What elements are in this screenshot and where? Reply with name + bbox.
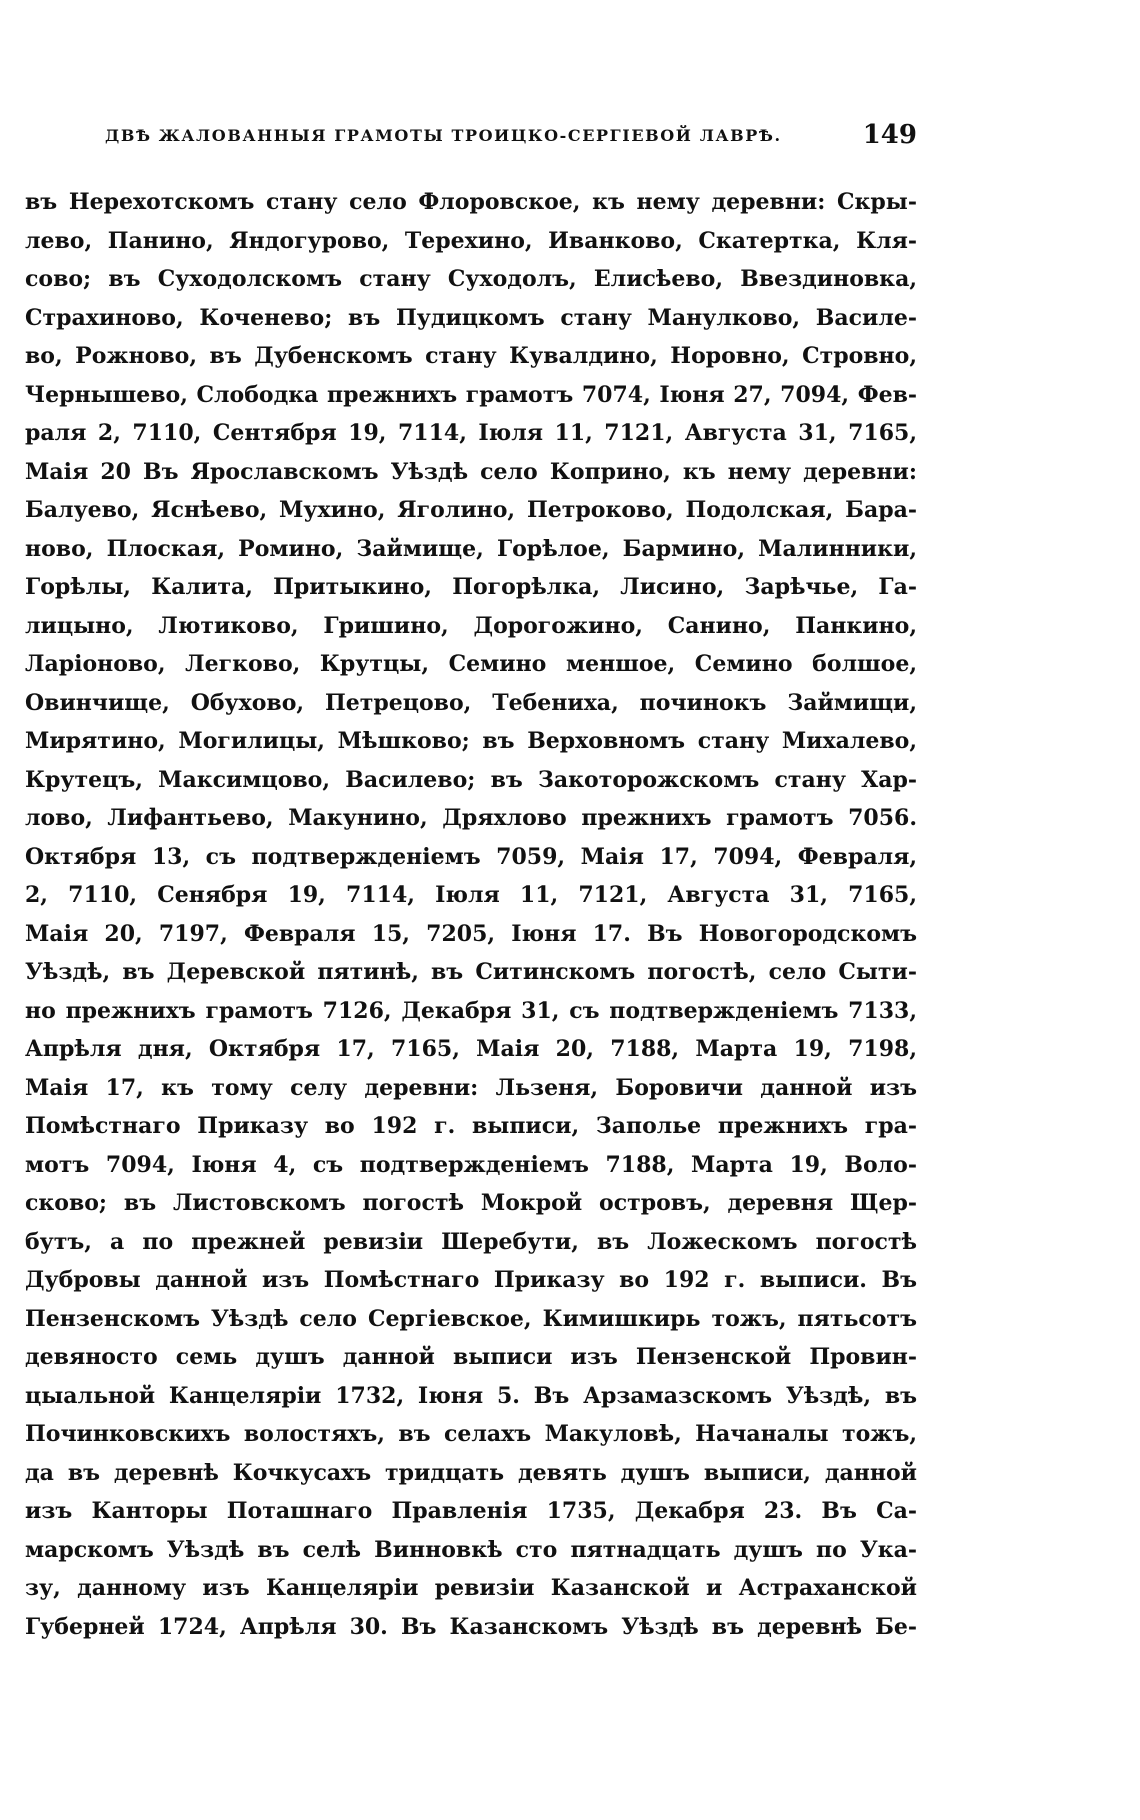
text-line: изъ Канторы Поташнаго Правленія 1735, Декабря 23. Въ Са- xyxy=(25,1498,917,1524)
text-line: Помѣстнаго Приказу во 192 г. выписи, Заполье прежнихъ гра- xyxy=(25,1113,917,1139)
text-line: лицыно, Лютиково, Гришино, Дорогожино, Санино, Панкино, xyxy=(25,612,917,639)
text-line: сово; въ Суходолскомъ стану Суходолъ, Елисѣево, Ввездиновка, xyxy=(25,266,917,292)
text-line: марскомъ Уѣздѣ въ селѣ Винновкѣ сто пятнадцать душъ по Ука- xyxy=(25,1536,917,1563)
text-line: ново, Плоская, Ромино, Займище, Горѣлое, Бармино, Малинники, xyxy=(25,535,917,562)
text-line: Маія 20, 7197, Февраля 15, 7205, Іюня 17. Въ Новогородскомъ xyxy=(25,920,917,947)
running-head xyxy=(105,120,917,150)
text-line: лево, Панино, Яндогурово, Терехино, Иванково, Скатертка, Кля- xyxy=(25,227,917,254)
text-line: цыальной Канцеляріи 1732, Іюня 5. Въ Арзамазскомъ Уѣздѣ, въ xyxy=(25,1382,917,1409)
text-line: Пензенскомъ Уѣздѣ село Сергіевское, Кимишкирь тожъ, пятьсотъ xyxy=(25,1305,917,1332)
text-line: Починковскихъ волостяхъ, въ селахъ Макуловѣ, Начаналы тожъ, xyxy=(25,1421,917,1447)
text-line: бутъ, а по прежней ревизіи Шеребути, въ Ложескомъ погостѣ xyxy=(25,1228,917,1255)
running-title: ДВѢ ЖАЛОВАННЫЯ ГРАМОТЫ ТРОИЦКО-СЕРГІЕВОЙ ЛАВРѢ. xyxy=(105,126,782,145)
text-line: да въ деревнѣ Кочкусахъ тридцать девять душъ выписи, данной xyxy=(25,1459,917,1486)
text-line: Маія 20 Въ Ярославскомъ Уѣздѣ село Коприно, къ нему деревни: xyxy=(25,458,917,485)
text-line: зу, данному изъ Канцеляріи ревизіи Казанской и Астраханской xyxy=(25,1575,917,1601)
text-line: Крутецъ, Максимцово, Василево; въ Закоторожскомъ стану Хар- xyxy=(25,766,917,793)
text-line: въ Нерехотскомъ стану село Флоровское, къ нему деревни: Скры- xyxy=(25,189,917,215)
text-line: во, Рожново, въ Дубенскомъ стану Кувалдино, Норовно, Стровно, xyxy=(25,343,917,369)
text-line: Маія 17, къ тому селу деревни: Льзеня, Боровичи данной изъ xyxy=(25,1074,917,1101)
body-text xyxy=(25,183,917,1646)
text-line: Дубровы данной изъ Помѣстнаго Приказу во 192 г. выписи. Въ xyxy=(25,1267,917,1293)
text-line: Уѣздѣ, въ Деревской пятинѣ, въ Ситинскомъ погостѣ, село Сыти- xyxy=(25,959,917,985)
text-line: 2, 7110, Сенября 19, 7114, Іюля 11, 7121, Августа 31, 7165, xyxy=(25,882,917,908)
text-line: Мирятино, Могилицы, Мѣшково; въ Верховномъ стану Михалево, xyxy=(25,728,917,754)
text-line: мотъ 7094, Іюня 4, съ подтвержденіемъ 7188, Марта 19, Воло- xyxy=(25,1151,917,1178)
text-line: Чернышево, Слободка прежнихъ грамотъ 7074, Іюня 27, 7094, Фев- xyxy=(25,381,917,408)
text-line: лово, Лифантьево, Макунино, Дряхлово прежнихъ грамотъ 7056. xyxy=(25,805,917,831)
text-line: раля 2, 7110, Сентября 19, 7114, Іюля 11, 7121, Августа 31, 7165, xyxy=(25,420,917,446)
text-line: Балуево, Яснѣево, Мухино, Яголино, Петроково, Подолская, Бара- xyxy=(25,497,917,523)
text-line: Горѣлы, Калита, Притыкино, Погорѣлка, Лисино, Зарѣчье, Га- xyxy=(25,574,917,600)
text-line: Страхиново, Коченево; въ Пудицкомъ стану Манулково, Василе- xyxy=(25,304,917,331)
text-line: Октября 13, съ подтвержденіемъ 7059, Маія 17, 7094, Февраля, xyxy=(25,843,917,870)
text-line: сково; въ Листовскомъ погостѣ Мокрой островъ, деревня Щер- xyxy=(25,1190,917,1216)
text-line: Апрѣля дня, Октября 17, 7165, Маія 20, 7188, Марта 19, 7198, xyxy=(25,1036,917,1062)
text-line: Губерней 1724, Апрѣля 30. Въ Казанскомъ Уѣздѣ въ деревнѣ Бе- xyxy=(25,1613,917,1640)
page-number: 149 xyxy=(862,120,917,150)
text-line: девяносто семь душъ данной выписи изъ Пензенской Провин- xyxy=(25,1344,917,1370)
text-line: Ларіоново, Легково, Крутцы, Семино меншое, Семино болшое, xyxy=(25,651,917,677)
text-line: но прежнихъ грамотъ 7126, Декабря 31, съ подтвержденіемъ 7133, xyxy=(25,997,917,1024)
text-line: Овинчище, Обухово, Петрецово, Тебениха, починокъ Займищи, xyxy=(25,689,917,716)
